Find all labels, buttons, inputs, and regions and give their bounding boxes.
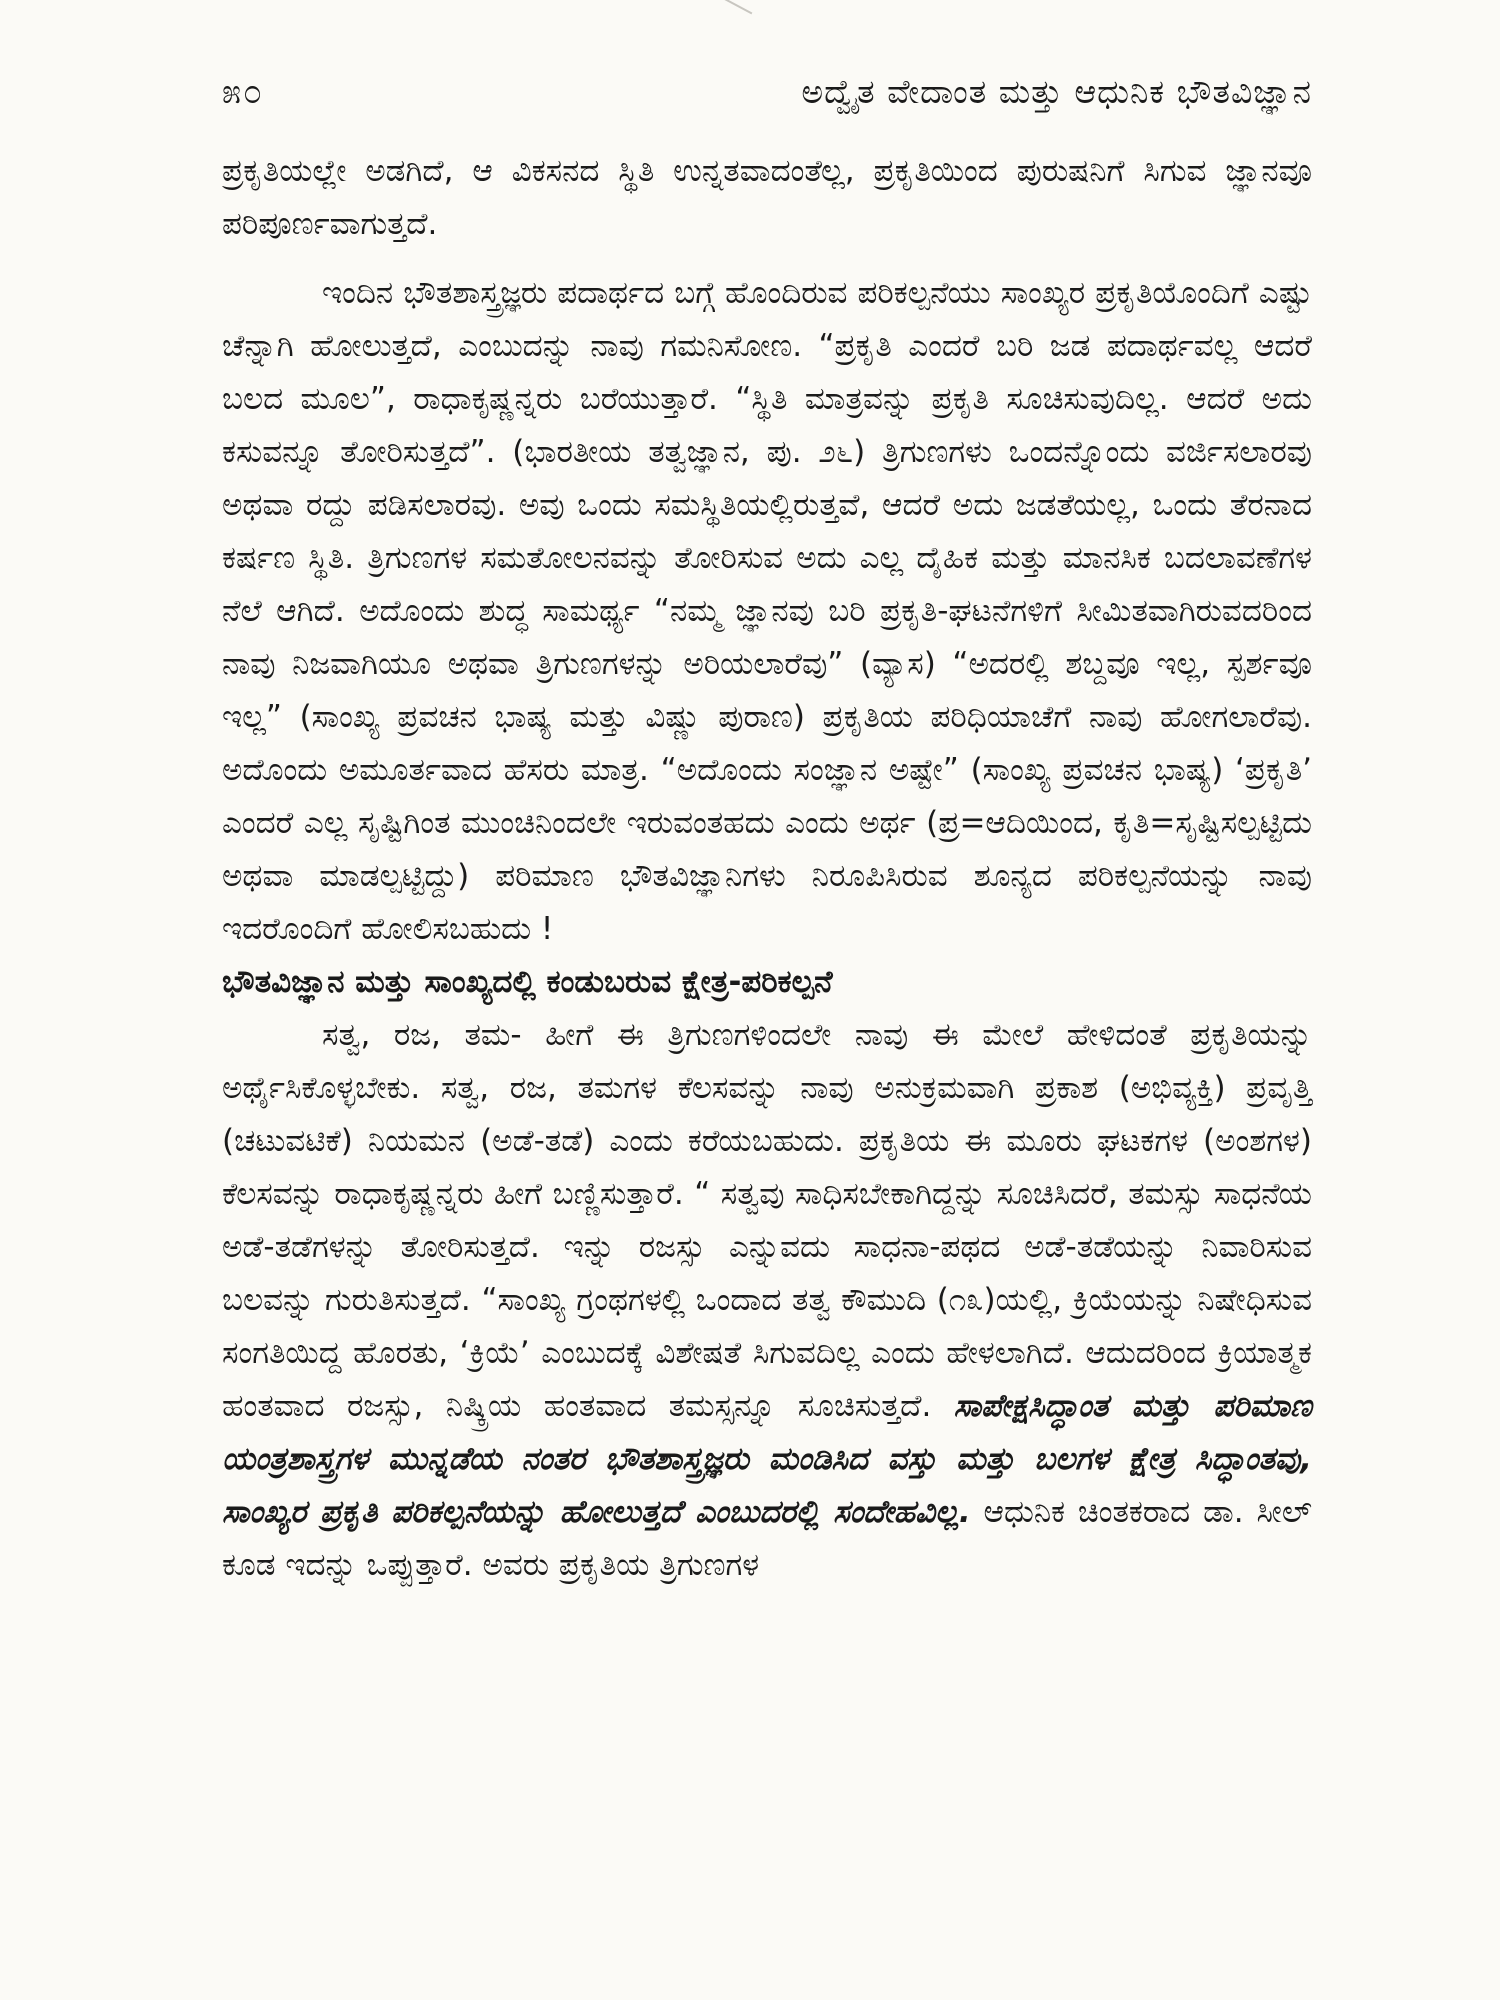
page-number: ೫೦: [222, 72, 265, 112]
paragraph-1: ಪ್ರಕೃತಿಯಲ್ಲೇ ಅಡಗಿದೆ, ಆ ವಿಕಸನದ ಸ್ಥಿತಿ ಉನ್ನತವಾದಂತೆಲ್ಲ, ಪ್ರಕೃತಿಯಿಂದ ಪುರುಷನಿಗೆ ಸಿಗುವ ಜ್ಞಾನವೂ ಪರಿಪೂರ್ಣವಾಗುತ್ತದೆ.: [222, 153, 1312, 242]
section-heading: ಭೌತವಿಜ್ಞಾನ ಮತ್ತು ಸಾಂಖ್ಯದಲ್ಲಿ ಕಂಡುಬರುವ ಕ್ಷೇತ್ರ-ಪರಿಕಲ್ಪನೆ: [222, 964, 833, 1000]
running-title: ಅದ್ವೈತ ವೇದಾಂತ ಮತ್ತು ಆಧುನಿಕ ಭೌತವಿಜ್ಞಾನ: [801, 72, 1312, 111]
page-header: [222, 62, 1312, 122]
paper-mark: [720, 0, 753, 14]
paragraph-3-text: ಸತ್ವ, ರಜ, ತಮ- ಹೀಗೆ ಈ ತ್ರಿಗುಣಗಳಿಂದಲೇ ನಾವು ಈ ಮೇಲೆ ಹೇಳಿದಂತೆ ಪ್ರಕೃತಿಯನ್ನು ಅರ್ಥೈಸಿಕೊಳ್ಳಬೇಕು. ಸತ್ವ, ರಜ, ತಮಗಳ ಕೆಲಸವನ್ನು ನಾವು ಅನುಕ್ರಮವಾಗಿ ಪ್ರಕಾಶ (ಅಭಿವ್ಯಕ್ತಿ) ಪ್ರವೃತ್ತಿ (ಚಟುವಟಿಕೆ) ನಿಯಮನ (ಅಡೆ-ತಡೆ) ಎಂದು ಕರೆಯಬಹುದು. ಪ್ರಕೃತಿಯ ಈ ಮೂರು ಘಟಕಗಳ (ಅಂಶಗಳ) ಕೆಲಸವನ್ನು ರಾಧಾಕೃಷ್ಣನ್ನರು ಹೀಗೆ ಬಣ್ಣಿಸುತ್ತಾರೆ. “ ಸತ್ವವು ಸಾಧಿಸಬೇಕಾಗಿದ್ದನ್ನು ಸೂಚಿಸಿದರೆ, ತಮಸ್ಸು ಸಾಧನೆಯ ಅಡೆ-ತಡೆಗಳನ್ನು ತೋರಿಸುತ್ತದೆ. ಇನ್ನು ರಜಸ್ಸು ಎನ್ನುವದು ಸಾಧನಾ-ಪಥದ ಅಡೆ-ತಡೆಯನ್ನು ನಿವಾರಿಸುವ ಬಲವನ್ನು ಗುರುತಿಸುತ್ತದೆ. “ಸಾಂಖ್ಯ ಗ್ರಂಥಗಳಲ್ಲಿ ಒಂದಾದ ತತ್ವ ಕೌಮುದಿ (೧೩)ಯಲ್ಲಿ, ಕ್ರಿಯೆಯನ್ನು ನಿಷೇಧಿಸುವ ಸಂಗತಿಯಿದ್ದ ಹೊರತು, ‘ಕ್ರಿಯೆ’ ಎಂಬುದಕ್ಕೆ ವಿಶೇಷತೆ ಸಿಗುವದಿಲ್ಲ ಎಂದು ಹೇಳಲಾಗಿದೆ. ಆದುದರಿಂದ ಕ್ರಿಯಾತ್ಮಕ ಹಂತವಾದ ರಜಸ್ಸು, ನಿಷ್ಕ್ರಿಯ ಹಂತವಾದ ತಮಸ್ಸನ್ನೂ ಸೂಚಿಸುತ್ತದೆ.: [222, 1017, 1312, 1424]
paragraph-3-end: ಆಧುನಿಕ ಚಿಂತಕರಾದ ಡಾ. ಸೀಲ್ ಕೂಡ ಇದನ್ನು ಒಪ್ಪುತ್ತಾರೆ. ಅವರು ಪ್ರಕೃತಿಯ ತ್ರಿಗುಣಗಳ: [222, 1494, 1312, 1583]
paragraph-3: [222, 1009, 1312, 1592]
paragraph-2: ಇಂದಿನ ಭೌತಶಾಸ್ತ್ರಜ್ಞರು ಪದಾರ್ಥದ ಬಗ್ಗೆ ಹೊಂದಿರುವ ಪರಿಕಲ್ಪನೆಯು ಸಾಂಖ್ಯರ ಪ್ರಕೃತಿಯೊಂದಿಗೆ ಎಷ್ಟು ಚೆನ್ನಾಗಿ ಹೋಲುತ್ತದೆ, ಎಂಬುದನ್ನು ನಾವು ಗಮನಿಸೋಣ. “ಪ್ರಕೃತಿ ಎಂದರೆ ಬರಿ ಜಡ ಪದಾರ್ಥವಲ್ಲ ಆದರೆ ಬಲದ ಮೂಲ”, ರಾಧಾಕೃಷ್ಣನ್ನರು ಬರೆಯುತ್ತಾರೆ. “ಸ್ಥಿತಿ ಮಾತ್ರವನ್ನು ಪ್ರಕೃತಿ ಸೂಚಿಸುವುದಿಲ್ಲ. ಆದರೆ ಅದು ಕಸುವನ್ನೂ ತೋರಿಸುತ್ತದೆ”. (ಭಾರತೀಯ ತತ್ವಜ್ಞಾನ, ಪು. ೨೬) ತ್ರಿಗುಣಗಳು ಒಂದನ್ನೊಂದು ವರ್ಜಿಸಲಾರವು ಅಥವಾ ರದ್ದು ಪಡಿಸಲಾರವು. ಅವು ಒಂದು ಸಮಸ್ಥಿತಿಯಲ್ಲಿರುತ್ತವೆ, ಆದರೆ ಅದು ಜಡತೆಯಲ್ಲ, ಒಂದು ತೆರನಾದ ಕರ್ಷಣ ಸ್ಥಿತಿ. ತ್ರಿಗುಣಗಳ ಸಮತೋಲನವನ್ನು ತೋರಿಸುವ ಅದು ಎಲ್ಲ ದೈಹಿಕ ಮತ್ತು ಮಾನಸಿಕ ಬದಲಾವಣೆಗಳ ನೆಲೆ ಆಗಿದೆ. ಅದೊಂದು ಶುದ್ಧ ಸಾಮರ್ಥ್ಯ “ನಮ್ಮ ಜ್ಞಾನವು ಬರಿ ಪ್ರಕೃತಿ-ಘಟನೆಗಳಿಗೆ ಸೀಮಿತವಾಗಿರುವದರಿಂದ ನಾವು ನಿಜವಾಗಿಯೂ ಅಥವಾ ತ್ರಿಗುಣಗಳನ್ನು ಅರಿಯಲಾರೆವು” (ವ್ಯಾಸ) “ಅದರಲ್ಲಿ ಶಬ್ದವೂ ಇಲ್ಲ, ಸ್ಪರ್ಶವೂ ಇಲ್ಲ” (ಸಾಂಖ್ಯ ಪ್ರವಚನ ಭಾಷ್ಯ ಮತ್ತು ವಿಷ್ಣು ಪುರಾಣ) ಪ್ರಕೃತಿಯ ಪರಿಧಿಯಾಚೆಗೆ ನಾವು ಹೋಗಲಾರೆವು. ಅದೊಂದು ಅಮೂರ್ತವಾದ ಹೆಸರು ಮಾತ್ರ. “ಅದೊಂದು ಸಂಜ್ಞಾನ ಅಷ್ಟೇ” (ಸಾಂಖ್ಯ ಪ್ರವಚನ ಭಾಷ್ಯ) ‘ಪ್ರಕೃತಿ’ ಎಂದರೆ ಎಲ್ಲ ಸೃಷ್ಟಿಗಿಂತ ಮುಂಚಿನಿಂದಲೇ ಇರುವಂತಹದು ಎಂದು ಅರ್ಥ (ಪ್ರ=ಆದಿಯಿಂದ, ಕೃತಿ=ಸೃಷ್ಟಿಸಲ್ಪಟ್ಟಿದು ಅಥವಾ ಮಾಡಲ್ಪಟ್ಟಿದ್ದು) ಪರಿಮಾಣ ಭೌತವಿಜ್ಞಾನಿಗಳು ನಿರೂಪಿಸಿರುವ ಶೂನ್ಯದ ಪರಿಕಲ್ಪನೆಯನ್ನು ನಾವು ಇದರೊಂದಿಗೆ ಹೋಲಿಸಬಹುದು !: [222, 275, 1312, 947]
paragraph-3-emphasis: ಸಾಪೇಕ್ಷಸಿದ್ಧಾಂತ ಮತ್ತು ಪರಿಮಾಣ ಯಂತ್ರಶಾಸ್ತ್ರಗಳ ಮುನ್ನಡೆಯ ನಂತರ ಭೌತಶಾಸ್ತ್ರಜ್ಞರು ಮಂಡಿಸಿದ ವಸ್ತು ಮತ್ತು ಬಲಗಳ ಕ್ಷೇತ್ರ ಸಿದ್ಧಾಂತವು, ಸಾಂಖ್ಯರ ಪ್ರಕೃತಿ ಪರಿಕಲ್ಪನೆಯನ್ನು ಹೋಲುತ್ತದೆ ಎಂಬುದರಲ್ಲಿ ಸಂದೇಹವಿಲ್ಲ.: [222, 1388, 1312, 1530]
page-body: [222, 145, 1312, 1592]
